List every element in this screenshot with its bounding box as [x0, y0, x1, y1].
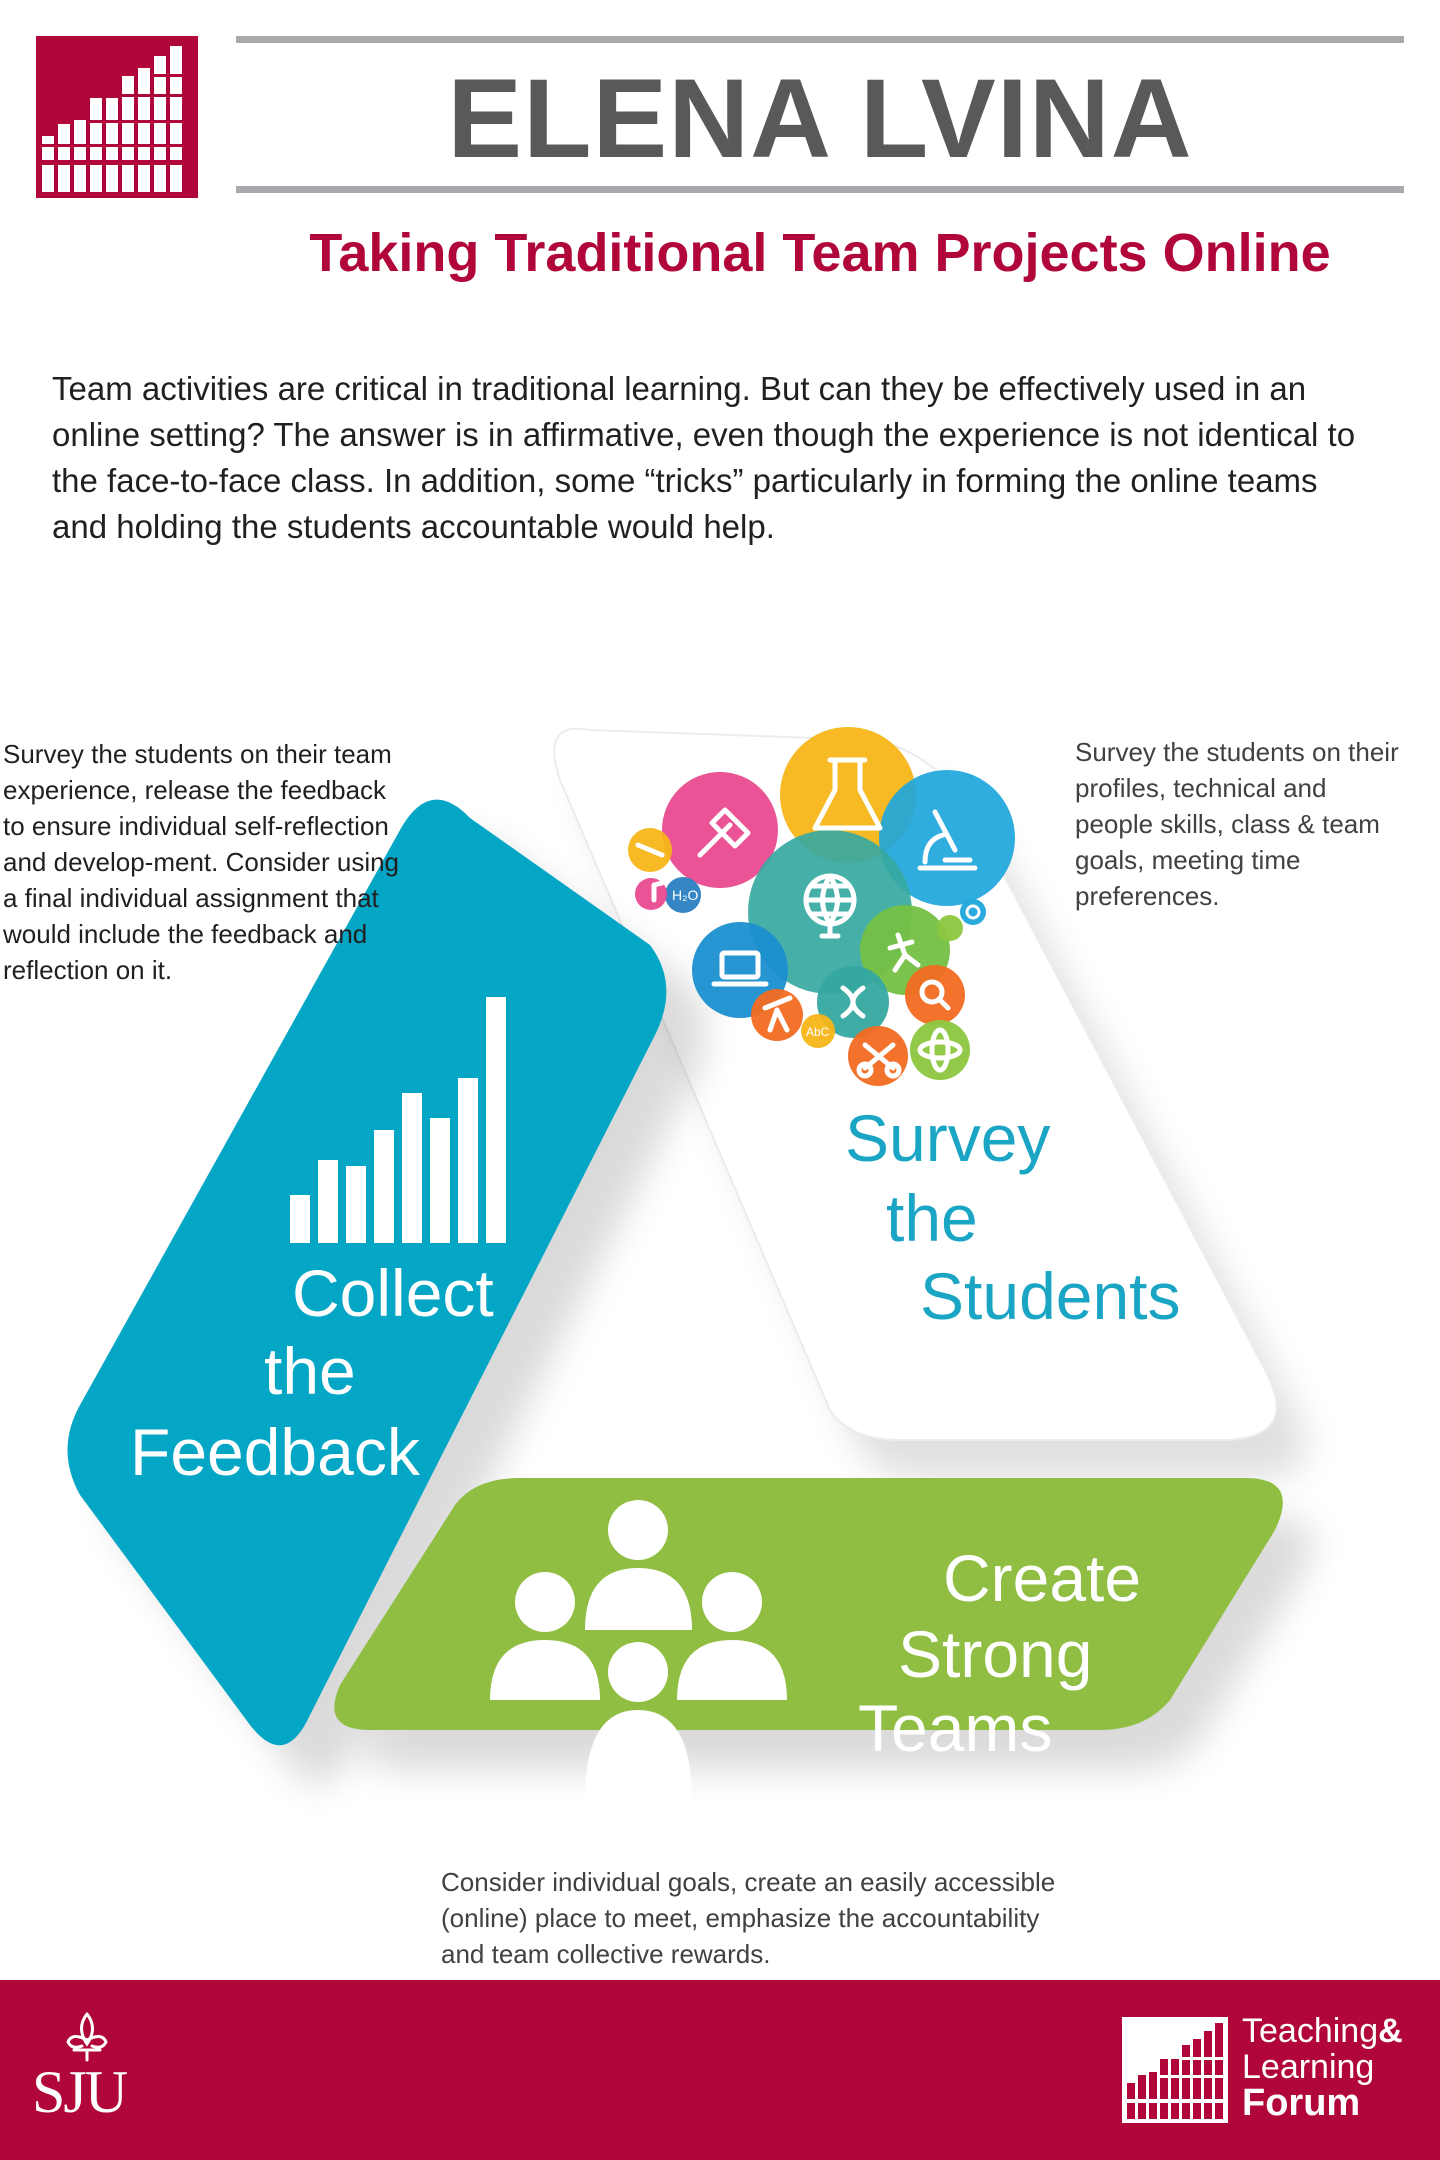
tlf-forum: Forum: [1242, 2082, 1361, 2124]
teams-description: Consider individual goals, create an easily accessible (online) place to meet, emphasize the accountability and team collective rewards.: [441, 1867, 1056, 1969]
fleur-de-lis-icon: [62, 2010, 112, 2062]
header-rule-top: [236, 36, 1404, 43]
h2o-label: H₂O: [672, 887, 699, 903]
tlf-learning: Learning: [1242, 2048, 1375, 2086]
survey-label-line1: Survey: [845, 1101, 1051, 1175]
survey-description: Survey the students on their profiles, technical and people skills, class & team goals, meeting time preferences.: [1075, 737, 1399, 911]
intro-paragraph: Team activities are critical in traditional learning. But can they be effectively used in an online setting? The answer is in affirmative, even though the experience is not identical to the face-to-face class. In addition, some “tricks” particularly in forming the online teams and holding the students accountable would help.: [52, 370, 1356, 545]
tlf-logo-icon: [36, 36, 198, 198]
header-rule-bottom: [236, 186, 1404, 193]
tlf-wordmark: [1242, 2012, 1412, 2124]
tlf-ampersand: &: [1378, 2012, 1403, 2050]
page-title: Taking Traditional Team Projects Online: [309, 223, 1331, 283]
feedback-label-line1: Collect: [292, 1256, 494, 1330]
feedback-description: Survey the students on their team experience, release the feedback to ensure individual self-reflection and develop-ment. Consider using a final individual assignment that would include the feedback and reflection on it.: [3, 739, 400, 985]
teams-shape: [334, 1478, 1313, 1770]
survey-label-line3: Students: [920, 1259, 1181, 1333]
feedback-label-line2: the: [264, 1334, 356, 1408]
sju-wordmark: SJU: [32, 2059, 127, 2125]
feedback-label-block: [292, 1255, 552, 1331]
teams-label-line3: Teams: [858, 1691, 1053, 1765]
abc-label: AbC: [806, 1025, 830, 1039]
teams-label-line1: Create: [943, 1541, 1142, 1615]
tlf-teaching: Teaching: [1242, 2012, 1379, 2050]
survey-label-line2: the: [886, 1181, 978, 1255]
feedback-label-line3: Feedback: [130, 1415, 420, 1489]
teams-label-line2: Strong: [898, 1617, 1093, 1691]
presenter-name: ELENA LVINA: [447, 56, 1193, 181]
tlf-footer-logo-icon: [1122, 2017, 1228, 2123]
